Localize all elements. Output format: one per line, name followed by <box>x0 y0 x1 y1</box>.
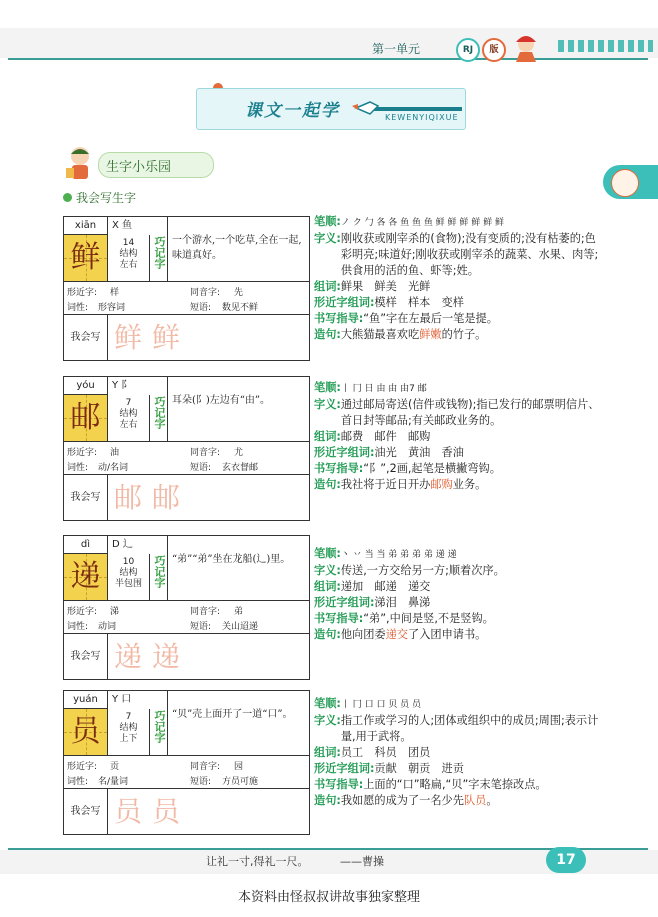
stroke-count: 7 <box>125 398 132 408</box>
footer-quote: 让礼一寸,得礼一尺。 <box>206 855 309 868</box>
tongyinzi-value: 先 <box>234 288 244 298</box>
character-card <box>63 216 310 361</box>
section-subtitle: 我会写生字 <box>76 191 137 205</box>
meaning-row <box>314 397 604 429</box>
bullet-dot-icon <box>63 193 72 202</box>
footer-author: ——曹操 <box>340 855 384 868</box>
character-card <box>63 535 310 680</box>
stroke-order-label: 笔顺: <box>314 381 341 394</box>
similar-words-label: 形近字组词: <box>314 762 375 775</box>
stroke-info <box>108 709 150 755</box>
cixing-value: 动/名词 <box>98 463 129 473</box>
meaning-label: 字义: <box>314 564 341 577</box>
similar-words-text: 油光 黄油 香油 <box>374 446 464 459</box>
meaning-label: 字义: <box>314 398 341 411</box>
xingjinzi-label: 形近字: <box>67 288 98 298</box>
meaning-text: 传送,一方交给另一方;顺着次序。 <box>340 564 505 577</box>
meaning-row <box>314 713 604 745</box>
stroke-count: 7 <box>125 712 132 722</box>
sentence-row <box>314 627 604 643</box>
character-glyph <box>64 395 108 441</box>
writing-guide-label: 书写指导: <box>314 462 364 475</box>
writing-guide-row <box>314 611 604 627</box>
similar-words-row <box>314 595 604 611</box>
xingjinzi-value: 样 <box>110 288 120 298</box>
cixing-label: 词性: <box>67 303 89 313</box>
structure-value: 上下 <box>119 734 138 744</box>
tongyinzi-value: 园 <box>234 762 244 772</box>
mnemonic-text: 耳朵(阝)左边有“由”。 <box>172 395 271 406</box>
writing-guide-label: 书写指导: <box>314 778 364 791</box>
pinyin: yuán <box>64 691 108 709</box>
sentence-pre: 我如愿的成为了一名少先 <box>340 794 464 807</box>
mnemonic-label: 巧记字 <box>150 691 168 755</box>
meaning-text: 通过邮局寄送(信件或钱物);指已发行的邮票明信片、首日封等邮品;有关邮政业务的。 <box>340 398 600 427</box>
char-info <box>64 600 309 634</box>
words-text: 员工 科员 团员 <box>340 746 431 759</box>
sentence-label: 造句: <box>314 328 341 341</box>
radical: Y 口 <box>112 694 132 705</box>
sentence-row <box>314 477 604 493</box>
structure-value: 半包围 <box>114 579 142 589</box>
words-label: 组词: <box>314 280 341 293</box>
sentence-label: 造句: <box>314 628 341 641</box>
writing-guide-text: “弟”,中间是竖,不是竖钩。 <box>363 612 494 625</box>
sentence-highlight: 邮购 <box>430 478 453 491</box>
stroke-order-row <box>314 546 604 563</box>
writing-guide-text: “鱼”字在左最后一笔是提。 <box>363 312 498 325</box>
sentence-post: 。 <box>486 794 498 807</box>
cixing-label: 词性: <box>67 622 89 632</box>
words-row <box>314 745 604 761</box>
meaning-label: 字义: <box>314 714 341 727</box>
cixing-value: 动词 <box>98 622 117 632</box>
words-text: 递加 邮递 递交 <box>340 580 431 593</box>
unit-label: 第一单元 <box>372 42 421 56</box>
structure-label: 结构 <box>119 568 138 578</box>
mnemonic-text: “贝”壳上面开了一道“口”。 <box>172 709 293 720</box>
sentence-pre: 我社将于近日开办 <box>340 478 431 491</box>
sentence-highlight: 队员 <box>463 794 487 807</box>
duanyu-value: 玄衣督邮 <box>222 463 259 473</box>
sentence-highlight: 鲜嫩 <box>419 328 442 341</box>
trace-characters: 员员 <box>114 795 191 828</box>
cixing-value: 名/量词 <box>98 777 129 787</box>
similar-words-text: 贡献 朝贡 进贡 <box>374 762 464 775</box>
char-info <box>64 441 309 475</box>
stroke-order: 丨 冂 日 由 由 由7 邮 <box>340 384 427 394</box>
mnemonic-text: “弟”“弟”坐在龙船(辶)里。 <box>172 554 291 565</box>
similar-words-label: 形近字组词: <box>314 296 375 309</box>
meaning-row <box>314 231 604 279</box>
words-row <box>314 279 604 295</box>
writing-guide-label: 书写指导: <box>314 312 364 325</box>
similar-words-row <box>314 295 604 311</box>
structure-value: 左右 <box>119 260 138 270</box>
kid-mascot-icon <box>64 144 96 182</box>
character-glyph <box>64 235 108 281</box>
stroke-count: 14 <box>122 238 135 248</box>
char-info <box>64 755 309 789</box>
stroke-info <box>108 235 150 281</box>
duanyu-value: 方员可施 <box>222 777 259 787</box>
similar-words-row <box>314 445 604 461</box>
structure-value: 左右 <box>119 420 138 430</box>
xingjinzi-value: 涕 <box>110 607 120 617</box>
banner-subtitle: KEWENYIQIXUE <box>385 113 459 122</box>
xingjinzi-value: 油 <box>110 448 120 458</box>
similar-words-row <box>314 761 604 777</box>
cixing-value: 形容词 <box>98 303 126 313</box>
edition-badge: 版 <box>482 38 506 62</box>
sentence-post: 的竹子。 <box>441 328 487 341</box>
writing-guide-row <box>314 461 604 477</box>
sentence-row <box>314 327 604 343</box>
mnemonic-label: 巧记字 <box>150 377 168 441</box>
meaning-label: 字义: <box>314 232 341 245</box>
header-dots <box>558 40 653 52</box>
side-tab-face-icon <box>611 169 639 197</box>
duanyu-value: 数见不鲜 <box>222 303 259 313</box>
stroke-count: 10 <box>122 557 135 567</box>
writing-guide-text: 上面的“口”略扁,“贝”字末笔捺改点。 <box>363 778 547 791</box>
sentence-label: 造句: <box>314 478 341 491</box>
duanyu-label: 短语: <box>190 777 212 787</box>
mnemonic-label: 巧记字 <box>150 536 168 600</box>
stroke-order-label: 笔顺: <box>314 697 341 710</box>
words-label: 组词: <box>314 430 341 443</box>
similar-words-text: 涕泪 鼻涕 <box>374 596 431 609</box>
writing-guide-label: 书写指导: <box>314 612 364 625</box>
tongyinzi-value: 尤 <box>234 448 244 458</box>
write-label: 我会写 <box>64 789 108 834</box>
sentence-highlight: 递交 <box>385 628 409 641</box>
bottom-note: 本资料由怪叔叔讲故事独家整理 <box>237 890 420 905</box>
character-notes <box>314 546 604 643</box>
cartoon-girl-icon <box>510 32 544 62</box>
page-number: 17 <box>546 847 586 873</box>
tongyinzi-label: 同音字: <box>190 448 221 458</box>
character-card <box>63 690 310 835</box>
stroke-order-row <box>314 696 604 713</box>
words-text: 邮费 邮件 邮购 <box>340 430 431 443</box>
words-label: 组词: <box>314 746 341 759</box>
stroke-info <box>108 554 150 600</box>
similar-words-text: 模样 样本 变样 <box>374 296 464 309</box>
character-notes <box>314 380 604 493</box>
header-rule <box>8 58 648 60</box>
stroke-order-row <box>314 380 604 397</box>
duanyu-label: 短语: <box>190 303 212 313</box>
meaning-text: 指工作或学习的人;团体或组织中的成员;周围;表示计量,用于武将。 <box>340 714 599 743</box>
similar-words-label: 形近字组词: <box>314 446 375 459</box>
xingjinzi-label: 形近字: <box>67 762 98 772</box>
character-text: 邮 <box>70 400 101 435</box>
words-row <box>314 579 604 595</box>
tongyinzi-value: 弟 <box>234 607 244 617</box>
sentence-label: 造句: <box>314 794 341 807</box>
write-label: 我会写 <box>64 475 108 520</box>
duanyu-label: 短语: <box>190 622 212 632</box>
character-glyph <box>64 554 108 600</box>
pinyin: dì <box>64 536 108 554</box>
duanyu-value: 关山迢递 <box>222 622 259 632</box>
stroke-order: 丶 丷 当 当 弟 弟 弟 弟 递 递 <box>340 550 457 560</box>
pointing-hand-icon <box>352 94 382 118</box>
pinyin: xiān <box>64 217 108 235</box>
sentence-post: 业务。 <box>452 478 487 491</box>
xingjinzi-label: 形近字: <box>67 607 98 617</box>
writing-guide-row <box>314 777 604 793</box>
write-label: 我会写 <box>64 634 108 679</box>
writing-guide-text: “阝”,2画,起笔是横撇弯钩。 <box>363 462 501 475</box>
banner-title: 课文一起学 <box>245 101 340 121</box>
mnemonic-text: 一个游水,一个吃草,全在一起,味道真好。 <box>172 235 302 261</box>
trace-characters: 递递 <box>114 640 191 673</box>
xingjinzi-label: 形近字: <box>67 448 98 458</box>
trace-characters: 邮邮 <box>114 481 191 514</box>
sentence-pre: 大熊猫最喜欢吃 <box>340 328 420 341</box>
cixing-label: 词性: <box>67 777 89 787</box>
structure-label: 结构 <box>119 723 138 733</box>
tongyinzi-label: 同音字: <box>190 607 221 617</box>
character-notes <box>314 696 604 809</box>
pinyin: yóu <box>64 377 108 395</box>
words-label: 组词: <box>314 580 341 593</box>
character-text: 鲜 <box>70 240 101 275</box>
writing-guide-row <box>314 311 604 327</box>
write-label: 我会写 <box>64 315 108 360</box>
structure-label: 结构 <box>119 249 138 259</box>
sentence-row <box>314 793 604 809</box>
sentence-post: 了入团申请书。 <box>408 628 487 641</box>
words-text: 鲜果 鲜美 光鲜 <box>340 280 431 293</box>
mnemonic-label: 巧记字 <box>150 217 168 281</box>
trace-characters: 鲜鲜 <box>114 321 191 354</box>
stroke-order: 丨 冂 口 口 贝 员 员 <box>340 700 422 710</box>
xingjinzi-value: 贡 <box>110 762 120 772</box>
character-text: 递 <box>70 559 101 594</box>
similar-words-label: 形近字组词: <box>314 596 375 609</box>
stroke-order-label: 笔顺: <box>314 547 341 560</box>
char-info <box>64 281 309 315</box>
character-notes <box>314 214 604 343</box>
stroke-order-row <box>314 214 604 231</box>
stroke-order: ノ ク 勹 各 各 鱼 鱼 鱼 鲜 鲜 鲜 鲜 鲜 鲜 <box>340 218 505 228</box>
tongyinzi-label: 同音字: <box>190 762 221 772</box>
character-glyph <box>64 709 108 755</box>
radical: Y 阝 <box>112 380 132 391</box>
section-title: 生字小乐园 <box>106 160 172 175</box>
character-text: 员 <box>70 714 101 749</box>
character-card <box>63 376 310 521</box>
stroke-order-label: 笔顺: <box>314 215 341 228</box>
banner-bar <box>370 107 462 111</box>
radical: D 辶 <box>112 539 133 550</box>
meaning-row <box>314 563 604 579</box>
meaning-text: 刚收获或刚宰杀的(食物);没有变质的;没有枯萎的;色彩明亮;味道好;刚收获或刚宰杀的蔬菜、水果、肉等;供食用的活的鱼、虾等;姓。 <box>340 232 599 277</box>
duanyu-label: 短语: <box>190 463 212 473</box>
words-row <box>314 429 604 445</box>
cixing-label: 词性: <box>67 463 89 473</box>
tongyinzi-label: 同音字: <box>190 288 221 298</box>
sentence-pre: 他向团委 <box>340 628 386 641</box>
structure-label: 结构 <box>119 409 138 419</box>
rj-badge: RJ <box>456 38 480 62</box>
stroke-info <box>108 395 150 441</box>
radical: X 鱼 <box>112 220 133 231</box>
